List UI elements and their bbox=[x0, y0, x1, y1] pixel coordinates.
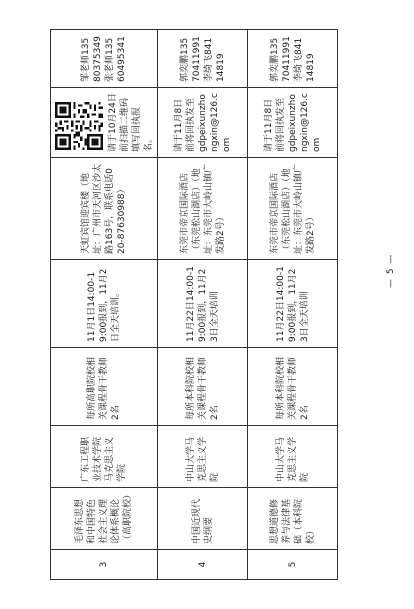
row-number: 4 bbox=[158, 550, 248, 580]
host-school: 中山大学马克思主义学院 bbox=[248, 426, 338, 488]
host-school: 中山大学马克思主义学院 bbox=[158, 426, 248, 488]
table-row bbox=[248, 30, 338, 580]
host-school: 广东工程职业技术学院马克思主义学院 bbox=[51, 426, 158, 488]
contact: 郭奕鹏13570411991李绮飞84114819 bbox=[158, 30, 248, 88]
registration-note: 请于11月8日前将回执发至gdpeixunzhongxin@126.com bbox=[158, 88, 248, 158]
training-time: 11月22日14:00-19:00报到，11月23日全天培训 bbox=[248, 260, 338, 348]
registration-cell bbox=[51, 88, 158, 158]
row-number: 3 bbox=[51, 550, 158, 580]
qr-code-icon[interactable] bbox=[55, 102, 103, 150]
contact: 邹老师13580375349张老师13560495341 bbox=[51, 30, 158, 88]
training-time: 11月22日14:00-19:00报到，11月23日全天培训 bbox=[158, 260, 248, 348]
rotated-table-block bbox=[50, 30, 335, 580]
training-time: 11月1日14:00-19:00报到，11月2日全天培训。 bbox=[51, 260, 158, 348]
participants: 每所本科院校相关课程骨干教师2名 bbox=[248, 348, 338, 426]
course-name: 思想道德修养与法律基础（本科院校） bbox=[248, 488, 338, 550]
registration-note: 请于10月24日前扫描二维码填写回执报名。 bbox=[108, 93, 154, 152]
participants: 每所高职院校相关课程骨干教师2名 bbox=[51, 348, 158, 426]
table-row bbox=[158, 30, 248, 580]
venue: 天虹宾馆迎宾楼（地址：广州市天河区沙太路163号，联系电话020-87630988） bbox=[51, 158, 158, 260]
participants: 每所本科院校相关课程骨干教师2名 bbox=[158, 348, 248, 426]
contact: 郭奕鹏13570411991李绮飞84114819 bbox=[248, 30, 338, 88]
registration-note: 请于11月8日前将回执发至gdpeixunzhongxin@126.com bbox=[248, 88, 338, 158]
venue: 东莞市帝京国际酒店（东莞松山湖店）（地址：东莞市大岭山镇广发路2号） bbox=[248, 158, 338, 260]
table-row bbox=[51, 30, 158, 580]
course-name: 毛泽东思想和中国特色社会主义理论体系概论（高职院校） bbox=[51, 488, 158, 550]
course-name: 中国近现代史纲要 bbox=[158, 488, 248, 550]
page-number: — 5 — bbox=[386, 253, 396, 288]
row-number: 5 bbox=[248, 550, 338, 580]
venue: 东莞市帝京国际酒店（东莞松山湖店）（地址：东莞市大岭山镇广发路2号） bbox=[158, 158, 248, 260]
training-schedule-table bbox=[50, 29, 338, 580]
